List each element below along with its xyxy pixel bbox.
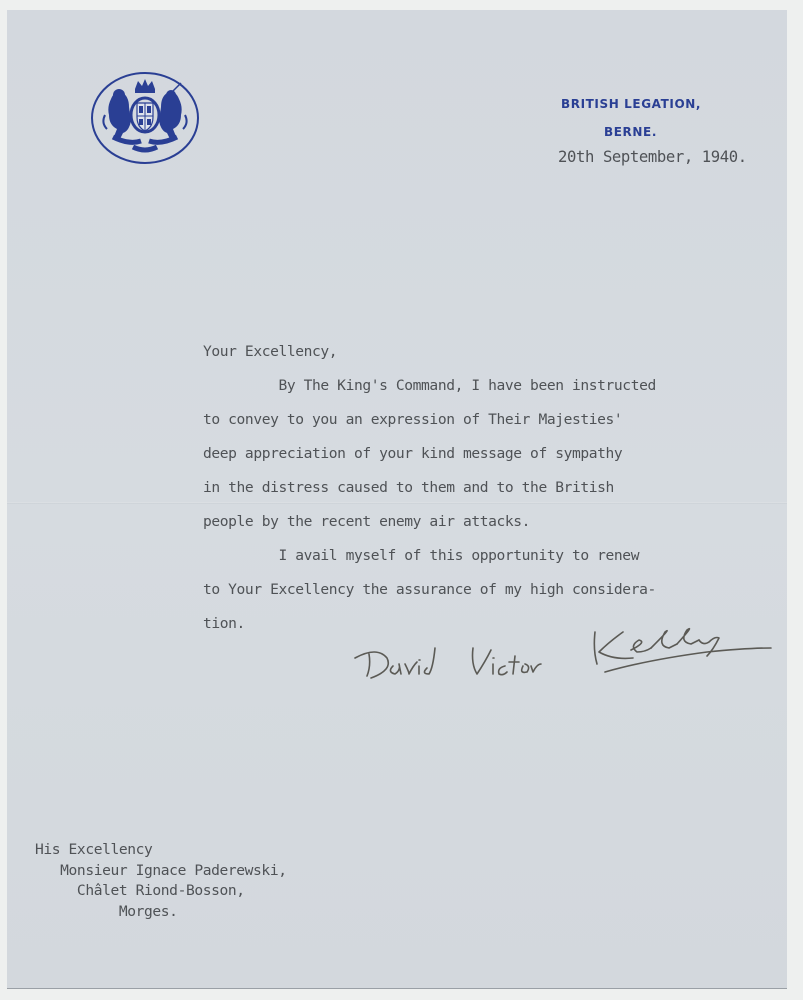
body-line: in the distress caused to them and to the British (203, 479, 614, 496)
addressee-line: Morges. (35, 903, 178, 920)
handwritten-signature (347, 620, 777, 690)
body-line: tion. (203, 615, 245, 632)
addressee-line: Monsieur Ignace Paderewski, (35, 862, 287, 879)
body-line: people by the recent enemy air attacks. (203, 513, 531, 530)
addressee-line: Châlet Riond-Bosson, (35, 882, 245, 899)
body-line: I avail myself of this opportunity to renew (203, 547, 640, 564)
letter-date: 20th September, 1940. (558, 148, 747, 166)
body-line: to Your Excellency the assurance of my high considera- (203, 581, 656, 598)
body-line: By The King's Command, I have been instructed (203, 377, 656, 394)
paper-fold-crease (7, 502, 787, 504)
letterhead-city: BERNE. (604, 125, 657, 139)
letter-page (7, 10, 787, 988)
letterhead-organization: BRITISH LEGATION, (561, 97, 702, 111)
addressee-line: His Excellency (35, 841, 153, 858)
salutation: Your Excellency, (203, 343, 338, 360)
body-line: deep appreciation of your kind message of sympathy (203, 445, 623, 462)
body-line: to convey to you an expression of Their Majesties' (203, 411, 623, 428)
royal-coat-of-arms-icon (89, 71, 201, 165)
